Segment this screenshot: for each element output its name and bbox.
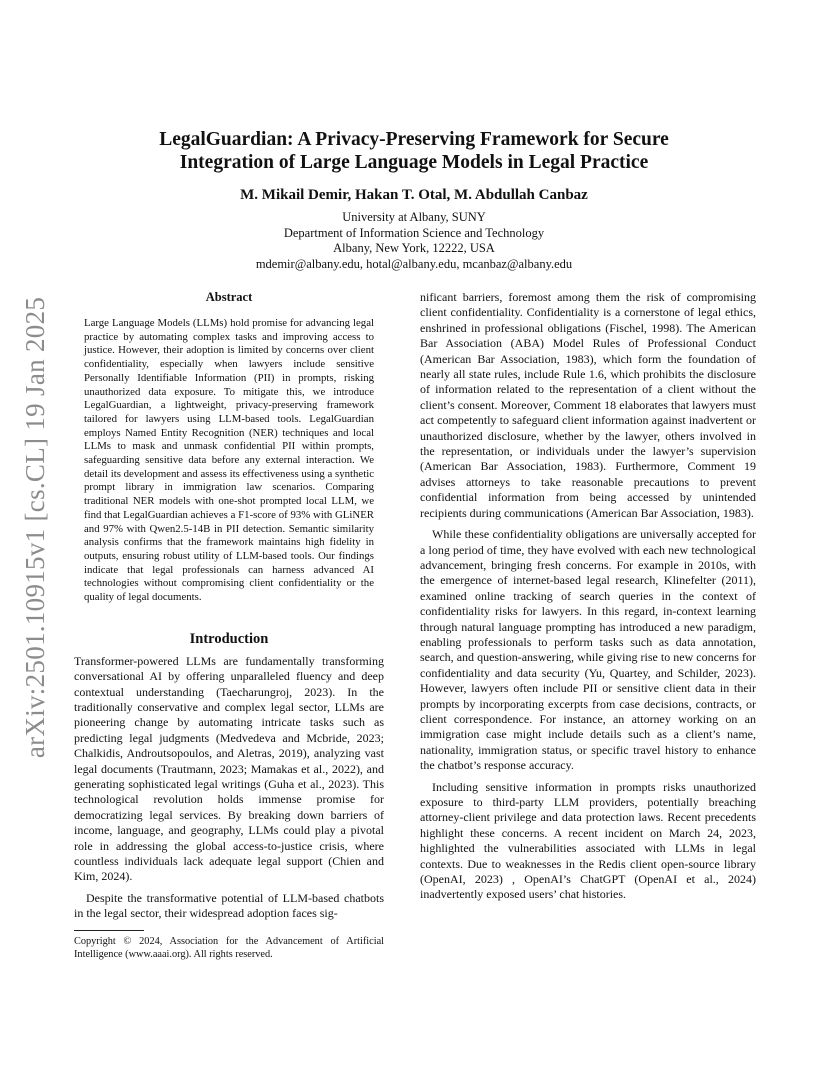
introduction-right-body	[420, 290, 756, 903]
paper-title-line-1: LegalGuardian: A Privacy-Preserving Framework for Secure	[159, 129, 669, 150]
affiliation-address: Albany, New York, 12222, USA	[333, 241, 495, 256]
right-column	[420, 290, 756, 903]
footnote-divider	[74, 930, 144, 931]
body-paragraph: nificant barriers, foremost among them the risk of compromising client confidentiality. Confidentiality is a cornerstone of legal ethics, enshrined in professional obligations (Fischel, 1998). The American Bar Association (ABA) Model Rules of Professional Conduct (American Bar Association, 1983), which form the foundation of nearly all state rules, include Rule 1.6, which prohibits the disclosure of information related to the representation of a client without the client’s consent. Moreover, Comment 18 elaborates that lawyers must act competently to safeguard client information against inadvertent or unauthorized disclosure, whether by the lawyer, others involved in the representation, or individuals under the lawyer’s supervision (American Bar Association, 1983). Furthermore, Comment 19 advises attorneys to take reasonable precautions to prevent confidential information from being accessed by unintended recipients during communications (American Bar Association, 1983).	[420, 290, 756, 520]
affiliation-department: Department of Information Science and Technology	[283, 225, 545, 240]
arxiv-identifier-text: arXiv:2501.10915v1 [cs.CL] 19 Jan 2025	[20, 296, 51, 758]
paper-header	[60, 128, 768, 273]
affiliation-emails: mdemir@albany.edu, hotal@albany.edu, mcanbaz@albany.edu	[255, 257, 573, 272]
paper-authors: M. Mikail Demir, Hakan T. Otal, M. Abdullah Canbaz	[240, 187, 588, 203]
introduction-left-body	[74, 654, 384, 922]
abstract-heading: Abstract	[205, 290, 253, 304]
body-paragraph: Despite the transformative potential of LLM-based chatbots in the legal sector, their widespread adoption faces sig-	[74, 890, 384, 921]
body-paragraph: While these confidentiality obligations are universally accepted for a long period of time, they have evolved with each new technological advancement, bringing fresh concerns. For example in 2010s, with the emergence of internet-based legal research, Klinefelter (2011), examined online tracking of search queries in the context of confidentiality risks for lawyers. In this regard, in-context learning through natural language prompting has introduced a new paradigm, enabling professionals to perform tasks such as data annotation, search, and question-answering, while giving rise to new concerns for confidentiality and data security (Yu, Quartey, and Schilder, 2023). However, lawyers often include PII or sensitive client data in their prompts by incorporating excerpts from case decisions, contracts, or client correspondence. For instance, an attorney working on an immigration case might include details such as a client’s name, nationality, immigration status, or specific travel history to enhance the chatbot’s response accuracy.	[420, 527, 756, 773]
introduction-heading: Introduction	[189, 630, 269, 647]
author-affiliation	[60, 210, 768, 273]
arxiv-identifier-stamp	[6, 292, 66, 762]
body-paragraph: Including sensitive information in prompts risks unauthorized exposure to third-party LLM providers, potentially breaching attorney-client privilege and data protection laws. Recent precedents highlight these concerns. A recent incident on March 24, 2023, highlighted the vulnerabilities associated with LLMs in legal contexts. Due to weaknesses in the Redis client open-source library (OpenAI, 2023) , OpenAI’s ChatGPT (OpenAI et al., 2024) inadvertently exposed users’ chat histories.	[420, 779, 756, 902]
paper-title	[60, 128, 768, 174]
copyright-footnote: Copyright © 2024, Association for the Advancement of Artificial Intelligence (www.aaai.org). All rights reserved.	[74, 935, 384, 960]
abstract-text: Large Language Models (LLMs) hold promise for advancing legal practice by automating complex tasks and improving access to justice. However, their adoption is limited by concerns over client confidentiality, especially when lawyers include sensitive Personally Identifiable Information (PII) in prompts, risking unauthorized data exposure. To mitigate this, we introduce LegalGuardian, a lightweight, privacy-preserving framework tailored for lawyers using LLM-based tools. LegalGuardian employs Named Entity Recognition (NER) techniques and local LLMs to mask and unmask confidential PII within prompts, safeguarding sensitive data before any external interaction. We detail its development and assess its effectiveness using a synthetic prompt library in immigration law scenarios. Comparing traditional NER models with one-shot prompted local LLM, we find that LegalGuardian achieves a F1-score of 93% with GLiNER and 97% with Qwen2.5-14B in PII detection. Semantic similarity analysis confirms that the framework maintains high fidelity in outputs, ensuring robust utility of LLM-based tools. Our findings indicate that legal professionals can harness advanced AI technologies without compromising client confidentiality or the quality of legal documents.	[84, 317, 374, 604]
body-paragraph: Transformer-powered LLMs are fundamentally transforming conversational AI by offering unparalleled fluency and deep contextual understanding (Taecharungroj, 2023). In the traditionally conservative and complex legal sector, LLMs are pioneering change by automating intricate tasks such as predicting legal judgments (Medvedeva and Mcbride, 2023; Chalkidis, Androutsopoulos, and Aletras, 2019), analyzing vast legal documents (Trautmann, 2023; Mamakas et al., 2022), and generating sophisticated legal writings (Guha et al., 2023). This technological revolution holds immense promise for democratizing legal services. By breaking down barriers of income, language, and geography, LLMs could play a pivotal role in addressing the global access-to-justice crisis, where countless individuals lack adequate legal support (Chien and Kim, 2024).	[74, 653, 384, 884]
affiliation-university: University at Albany, SUNY	[342, 210, 486, 224]
left-column	[74, 290, 384, 961]
paper-title-line-2: Integration of Large Language Models in Legal Practice	[179, 152, 649, 173]
